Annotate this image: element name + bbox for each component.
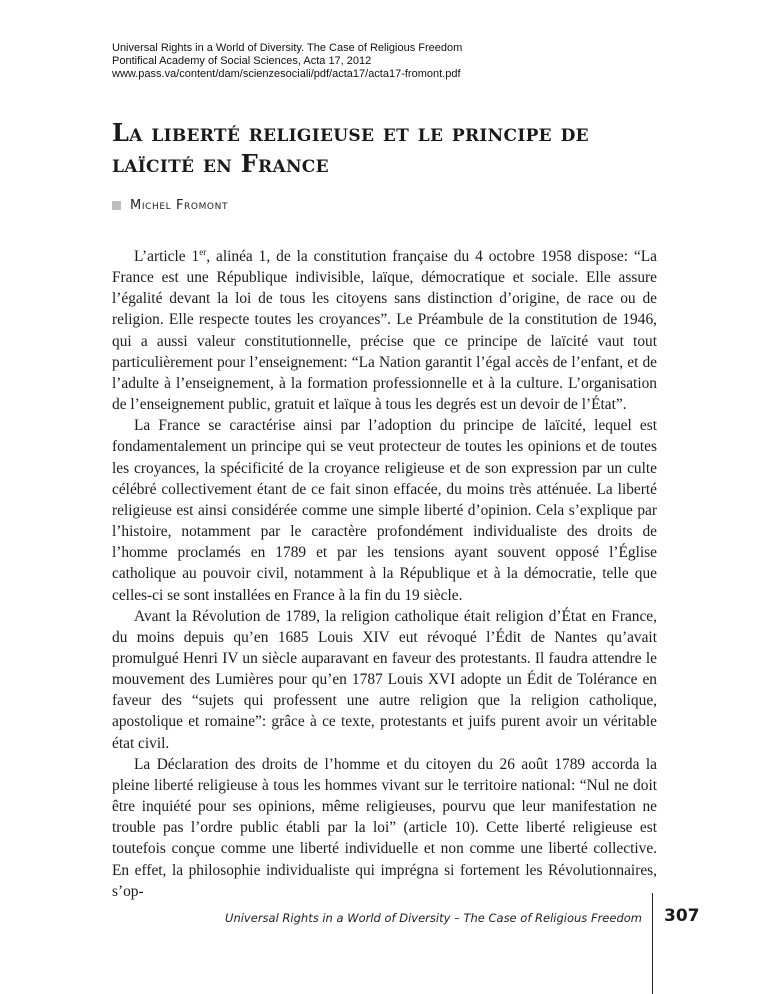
article-title-line-2: laïcité en France xyxy=(112,149,329,178)
article-title-line-1: La liberté religieuse et le principe de xyxy=(112,118,589,147)
citation-line-1: Universal Rights in a World of Diversity. The Case of Religious Freedom xyxy=(112,42,463,54)
citation-url: www.pass.va/content/dam/scienzesociali/pdf/acta17/acta17-fromont.pdf xyxy=(112,68,461,80)
paragraph-1-start: L’article 1 xyxy=(134,248,200,265)
footer-divider xyxy=(652,893,653,994)
author-name: Michel Fromont xyxy=(130,197,229,213)
paragraph-2: La France se caractérise ainsi par l’adoption du principe de laïcité, lequel est fondamentalement un principe qui se veut protecteur de toutes les opinions et de toutes les croyances, la spécificité de la croyance religieuse et de son expression par un culte célébré collectivement étant de ce fait sinon effacée, du moins très atténuée. La liberté religieuse est ainsi considérée comme une simple liberté d’opinion. Cela s’explique par l’histoire, notamment par le caractère profondément individualiste des droits de l’homme proclamés en 1789 et par les tensions ayant souvent opposé l’Église catholique au pouvoir civil, notamment à la République et à la démocratie, telle que celles-ci se sont installées en France à la fin du 19 siècle. xyxy=(112,417,657,604)
square-bullet-icon xyxy=(112,201,121,210)
paragraph-1 xyxy=(112,246,657,415)
paragraph-4: La Déclaration des droits de l’homme et du citoyen du 26 août 1789 accorda la pleine liberté religieuse à tous les hommes vivant sur le territoire national: “Nul ne doit être inquiété pour ses opinions, même religieuses, pourvu que leur manifestation ne trouble pas l’ordre public établi par la loi” (article 10). Cette liberté religieuse est toutefois conçue comme une liberté individuelle et non comme une liberté collective. En effet, la philosophie individualiste qui imprégna si fortement les Révolutionnaires, s’op- xyxy=(112,755,657,900)
ordinal-superscript: er xyxy=(199,246,207,257)
author-byline xyxy=(112,196,228,214)
running-footer-title: Universal Rights in a World of Diversity – The Case of Religious Freedom xyxy=(225,911,642,925)
paragraph-3: Avant la Révolution de 1789, la religion catholique était religion d’État en France, du moins depuis qu’en 1685 Louis XIV eut révoqué l’Édit de Nantes qu’avait promulgué Henri IV un siècle auparavant en faveur des protestants. Il faudra attendre le mouvement des Lumières pour qu’en 1787 Louis XVI adopte un Édit de Tolérance en faveur des “sujets qui professent une autre religion que la religion catholique, apostolique et romaine”: grâce à ce texte, protestants et juifs purent avoir un véritable état civil. xyxy=(112,607,657,752)
citation-line-2: Pontifical Academy of Social Sciences, Acta 17, 2012 xyxy=(112,55,372,67)
article-body xyxy=(112,246,657,902)
paragraph-1-rest: , alinéa 1, de la constitution française du 4 octobre 1958 dispose: “La France est une République indivisible, laïque, démocratique et sociale. Elle assure l’égalité devant la loi de tous les citoyens sans distinction d’origine, de race ou de religion. Elle respecte toutes les croyances”. Le Préambule de la constitution de 1946, qui a aussi valeur constitutionnelle, précise que ce principe de laïcité vaut tout particulièrement pour l’enseignement: “La Nation garantit l’égal accès de l’enfant, et de l’adulte à l’enseignement, à la formation professionnelle et à la culture. L’organisation de l’enseignement public, gratuit et laïque à tous les degrés est un devoir de l’État”. xyxy=(112,248,657,414)
citation-header xyxy=(112,42,712,81)
article-title xyxy=(112,117,732,179)
page-number: 307 xyxy=(664,906,700,926)
